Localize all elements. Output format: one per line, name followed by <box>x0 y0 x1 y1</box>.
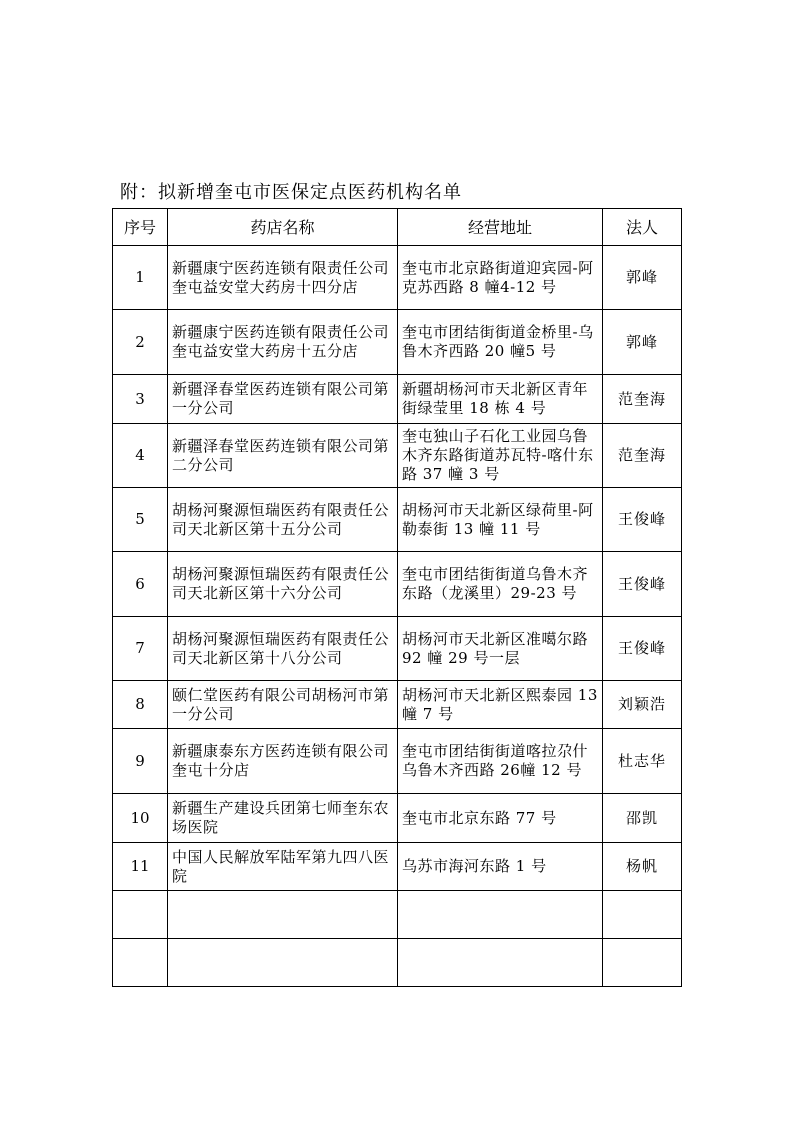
row-no: 1 <box>113 246 168 310</box>
row-no <box>113 891 168 939</box>
row-no: 10 <box>113 794 168 843</box>
header-no: 序号 <box>113 209 168 246</box>
row-address: 奎屯市团结街街道乌鲁木齐东路（龙溪里）29-23 号 <box>398 552 603 617</box>
row-no: 9 <box>113 729 168 794</box>
row-name: 新疆康宁医药连锁有限责任公司奎屯益安堂大药房十五分店 <box>168 310 398 375</box>
row-no: 7 <box>113 617 168 681</box>
table-row <box>113 488 682 552</box>
row-address: 奎屯市团结街街道金桥里-乌鲁木齐西路 20 幢5 号 <box>398 310 603 375</box>
row-legal-person: 郭峰 <box>603 310 682 375</box>
row-address: 奎屯市北京路街道迎宾园-阿克苏西路 8 幢4-12 号 <box>398 246 603 310</box>
row-address: 乌苏市海河东路 1 号 <box>398 843 603 891</box>
row-name: 新疆泽春堂医药连锁有限公司第二分公司 <box>168 424 398 488</box>
row-address: 奎屯市北京东路 77 号 <box>398 794 603 843</box>
table-row <box>113 681 682 729</box>
row-legal-person: 王俊峰 <box>603 617 682 681</box>
row-legal-person: 范奎海 <box>603 375 682 424</box>
row-name <box>168 891 398 939</box>
table-row-empty <box>113 891 682 939</box>
table-row <box>113 552 682 617</box>
row-no: 4 <box>113 424 168 488</box>
row-name: 新疆生产建设兵团第七师奎东农场医院 <box>168 794 398 843</box>
page-title: 附：拟新增奎屯市医保定点医药机构名单 <box>120 182 462 203</box>
table-row <box>113 375 682 424</box>
row-name: 新疆康宁医药连锁有限责任公司奎屯益安堂大药房十四分店 <box>168 246 398 310</box>
row-name: 胡杨河聚源恒瑞医药有限责任公司天北新区第十五分公司 <box>168 488 398 552</box>
row-no: 11 <box>113 843 168 891</box>
row-legal-person: 郭峰 <box>603 246 682 310</box>
table-header-row <box>113 209 682 246</box>
row-name: 新疆康泰东方医药连锁有限公司奎屯十分店 <box>168 729 398 794</box>
table-row <box>113 843 682 891</box>
row-name <box>168 939 398 987</box>
row-legal-person: 刘颖浩 <box>603 681 682 729</box>
row-name: 新疆泽春堂医药连锁有限公司第一分公司 <box>168 375 398 424</box>
row-legal-person <box>603 891 682 939</box>
table-row <box>113 424 682 488</box>
row-no <box>113 939 168 987</box>
table-row <box>113 794 682 843</box>
row-name: 胡杨河聚源恒瑞医药有限责任公司天北新区第十八分公司 <box>168 617 398 681</box>
table-row <box>113 729 682 794</box>
header-name: 药店名称 <box>168 209 398 246</box>
row-address: 新疆胡杨河市天北新区青年街绿莹里 18 栋 4 号 <box>398 375 603 424</box>
row-legal-person: 杜志华 <box>603 729 682 794</box>
row-legal-person: 杨帆 <box>603 843 682 891</box>
row-address: 胡杨河市天北新区熙泰园 13 幢 7 号 <box>398 681 603 729</box>
row-no: 2 <box>113 310 168 375</box>
row-address: 胡杨河市天北新区绿荷里-阿勒泰街 13 幢 11 号 <box>398 488 603 552</box>
row-legal-person <box>603 939 682 987</box>
row-name: 胡杨河聚源恒瑞医药有限责任公司天北新区第十六分公司 <box>168 552 398 617</box>
row-address <box>398 891 603 939</box>
row-address <box>398 939 603 987</box>
row-address: 胡杨河市天北新区准噶尔路 92 幢 29 号一层 <box>398 617 603 681</box>
row-address: 奎屯市团结街街道喀拉尕什乌鲁木齐西路 26幢 12 号 <box>398 729 603 794</box>
row-name: 中国人民解放军陆军第九四八医院 <box>168 843 398 891</box>
row-no: 8 <box>113 681 168 729</box>
table-row <box>113 246 682 310</box>
header-address: 经营地址 <box>398 209 603 246</box>
table-row <box>113 310 682 375</box>
row-legal-person: 王俊峰 <box>603 552 682 617</box>
row-name: 颐仁堂医药有限公司胡杨河市第一分公司 <box>168 681 398 729</box>
table-row <box>113 617 682 681</box>
row-no: 3 <box>113 375 168 424</box>
row-no: 5 <box>113 488 168 552</box>
row-address: 奎屯独山子石化工业园乌鲁木齐东路街道苏瓦特-喀什东路 37 幢 3 号 <box>398 424 603 488</box>
row-legal-person: 邵凯 <box>603 794 682 843</box>
row-no: 6 <box>113 552 168 617</box>
pharmacy-list-table <box>112 208 682 987</box>
header-legal-person: 法人 <box>603 209 682 246</box>
table-row-empty <box>113 939 682 987</box>
row-legal-person: 范奎海 <box>603 424 682 488</box>
row-legal-person: 王俊峰 <box>603 488 682 552</box>
